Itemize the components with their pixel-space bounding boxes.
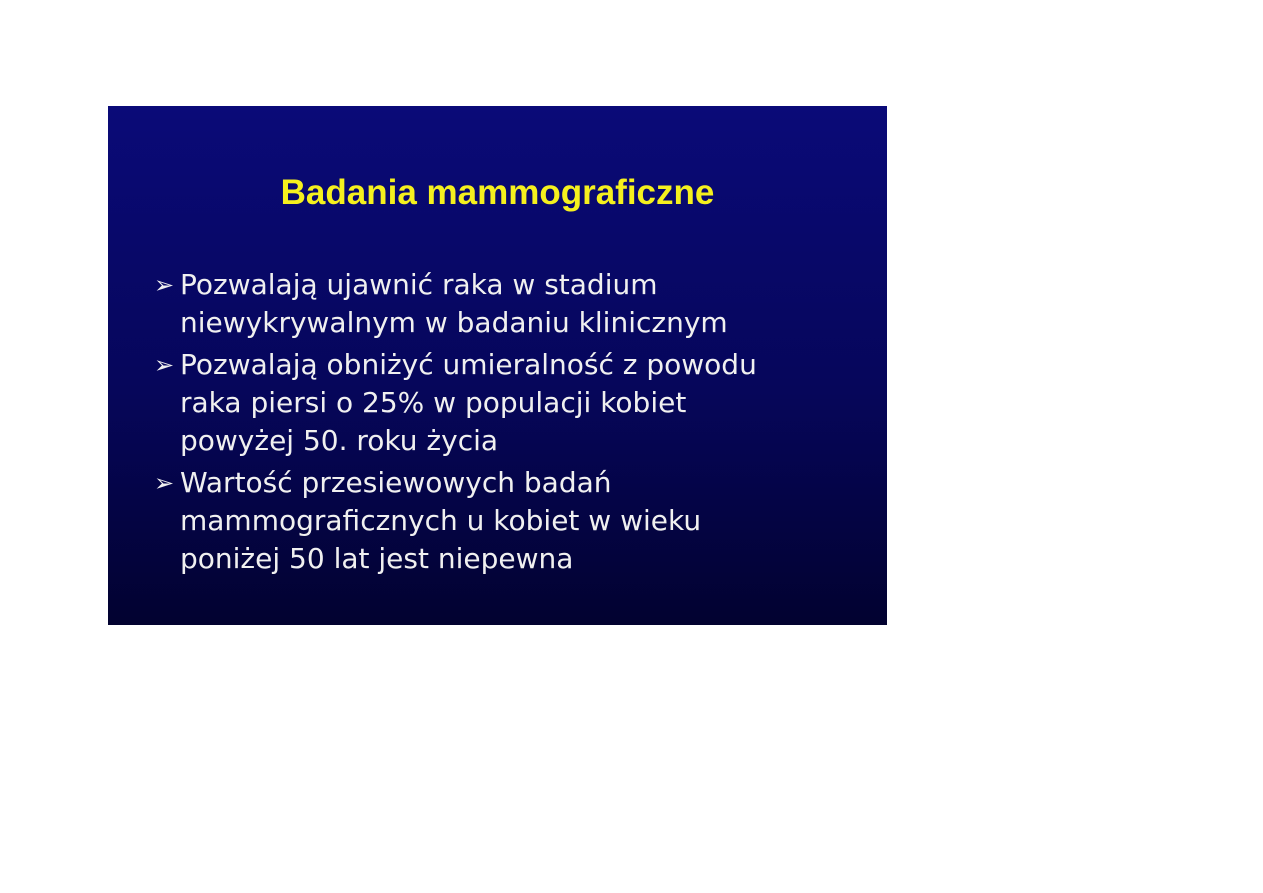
bullet-list — [154, 266, 854, 582]
bullet-text-line: Wartość przesiewowych badań — [180, 466, 612, 499]
bullet-text-line: raka piersi o 25% w populacji kobiet — [180, 386, 687, 419]
bullet-item — [154, 346, 854, 460]
arrowhead-bullet-icon: ➢ — [154, 271, 175, 299]
bullet-text-line: poniżej 50 lat jest niepewna — [180, 542, 574, 575]
slide-title: Badania mammograficzne — [280, 173, 715, 212]
bullet-item — [154, 464, 854, 578]
bullet-text-line: Pozwalają ujawnić raka w stadium — [180, 268, 658, 301]
presentation-slide — [108, 106, 887, 625]
bullet-text-line: powyżej 50. roku życia — [180, 424, 499, 457]
bullet-item — [154, 266, 854, 342]
arrowhead-bullet-icon: ➢ — [154, 351, 175, 379]
arrowhead-bullet-icon: ➢ — [154, 469, 175, 497]
bullet-text-line: Pozwalają obniżyć umieralność z powodu — [180, 348, 757, 381]
bullet-text-line: mammograficznych u kobiet w wieku — [180, 504, 702, 537]
bullet-text-line: niewykrywalnym w badaniu klinicznym — [180, 306, 728, 339]
